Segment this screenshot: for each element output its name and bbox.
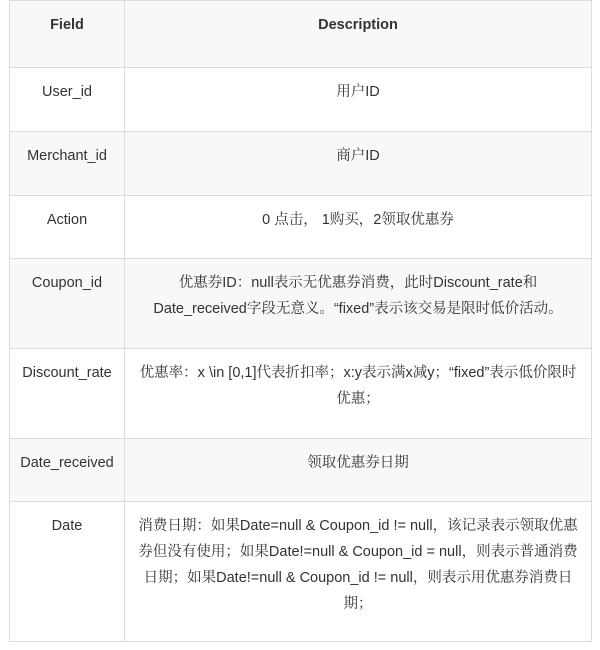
field-cell: User_id — [10, 68, 125, 132]
description-cell: 用户ID — [125, 68, 592, 132]
field-cell: Date — [10, 502, 125, 642]
field-cell: Merchant_id — [10, 132, 125, 196]
table-row — [10, 68, 592, 132]
description-cell: 0 点击， 1购买，2领取优惠券 — [125, 196, 592, 259]
description-column-header: Description — [125, 1, 592, 68]
table-row — [10, 132, 592, 196]
field-cell: Action — [10, 196, 125, 259]
description-cell: 优惠率：x \in [0,1]代表折扣率；x:y表示满x减y；“fixed”表示低价限时优惠； — [125, 349, 592, 439]
field-cell: Date_received — [10, 439, 125, 502]
description-cell: 领取优惠券日期 — [125, 439, 592, 502]
table-header — [10, 1, 592, 68]
header-row — [10, 1, 592, 68]
table-row — [10, 196, 592, 259]
data-dictionary-table — [9, 0, 592, 642]
description-cell: 商户ID — [125, 132, 592, 196]
description-cell: 优惠券ID：null表示无优惠券消费，此时Discount_rate和Date_received字段无意义。“fixed”表示该交易是限时低价活动。 — [125, 259, 592, 349]
table-row — [10, 502, 592, 642]
description-cell: 消费日期：如果Date=null & Coupon_id != null，该记录表示领取优惠券但没有使用；如果Date!=null & Coupon_id = null，则表示普通消费日期；如果Date!=null & Coupon_id != null，则表示用优惠券消费日期； — [125, 502, 592, 642]
table-body — [10, 68, 592, 642]
table-row — [10, 259, 592, 349]
data-dictionary-table-wrapper — [9, 0, 591, 642]
field-column-header: Field — [10, 1, 125, 68]
field-cell: Discount_rate — [10, 349, 125, 439]
field-cell: Coupon_id — [10, 259, 125, 349]
table-row — [10, 439, 592, 502]
table-row — [10, 349, 592, 439]
